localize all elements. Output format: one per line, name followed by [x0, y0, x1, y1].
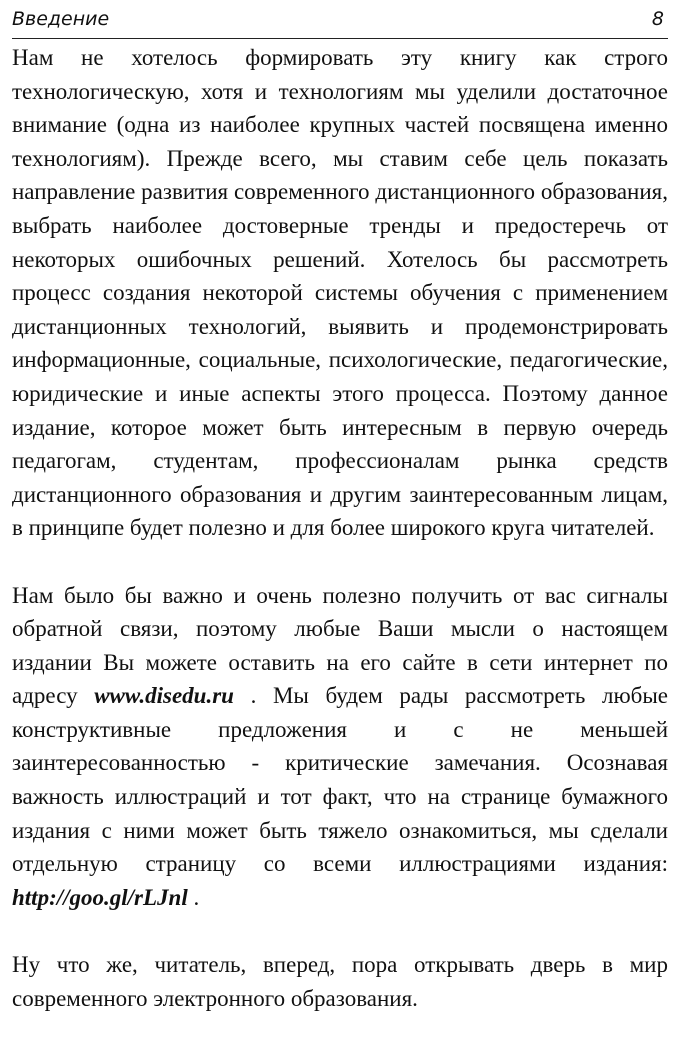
page-header — [12, 0, 668, 39]
site-url-link[interactable]: www.disedu.ru — [94, 683, 234, 709]
paragraph-2-text-c: . — [187, 884, 200, 910]
paragraph-2 — [12, 579, 668, 915]
page-number: 8 — [651, 8, 664, 30]
section-title: Введение — [12, 8, 110, 30]
illustrations-url-link[interactable]: http://goo.gl/rLJnl — [12, 884, 188, 910]
body-text — [12, 41, 668, 1015]
paragraph-3: Ну что же, читатель, вперед, пора открывать дверь в мир современного электронного образования. — [12, 952, 668, 1011]
paragraph-2-text-a: Нам было бы важно и очень полезно получить от вас сигналы обратной связи, поэтому любые Ваши мысли о настоящем издании Вы можете оставить на его сайте в сети интернет по адресу — [12, 582, 668, 709]
paragraph-1: Нам не хотелось формировать эту книгу как строго технологическую, хотя и технологиям мы уделили достаточное внимание (одна из наиболее крупных частей посвящена именно технологиям). Прежде всего, мы ставим себе цель показать направление развития современного дистанционного образования, выбрать наиболее достоверные тренды и предостеречь от некоторых ошибочных решений. Хотелось бы рассмотреть процесс создания некоторой системы обучения с применением дистанционных технологий, выявить и продемонстрировать информационные, социальные, психологические, педагогические, юридические и иные аспекты этого процесса. Поэтому данное издание, которое может быть интересным в первую очередь педагогам, студентам, профессионалам рынка средств дистанционного образования и другим заинтересованным лицам, в принципе будет полезно и для более широкого круга читателей. — [12, 45, 668, 541]
paragraph-2-text-b: . Мы будем рады рассмотреть любые конструктивные предложения и с не меньшей заинтересованностью - критические замечания. Осознавая важность иллюстраций и тот факт, что на странице бумажного издания с ними может быть тяжело ознакомиться, мы сделали отдельную страницу со всеми иллюстрациями издания: — [12, 683, 668, 877]
book-page — [12, 0, 668, 1015]
